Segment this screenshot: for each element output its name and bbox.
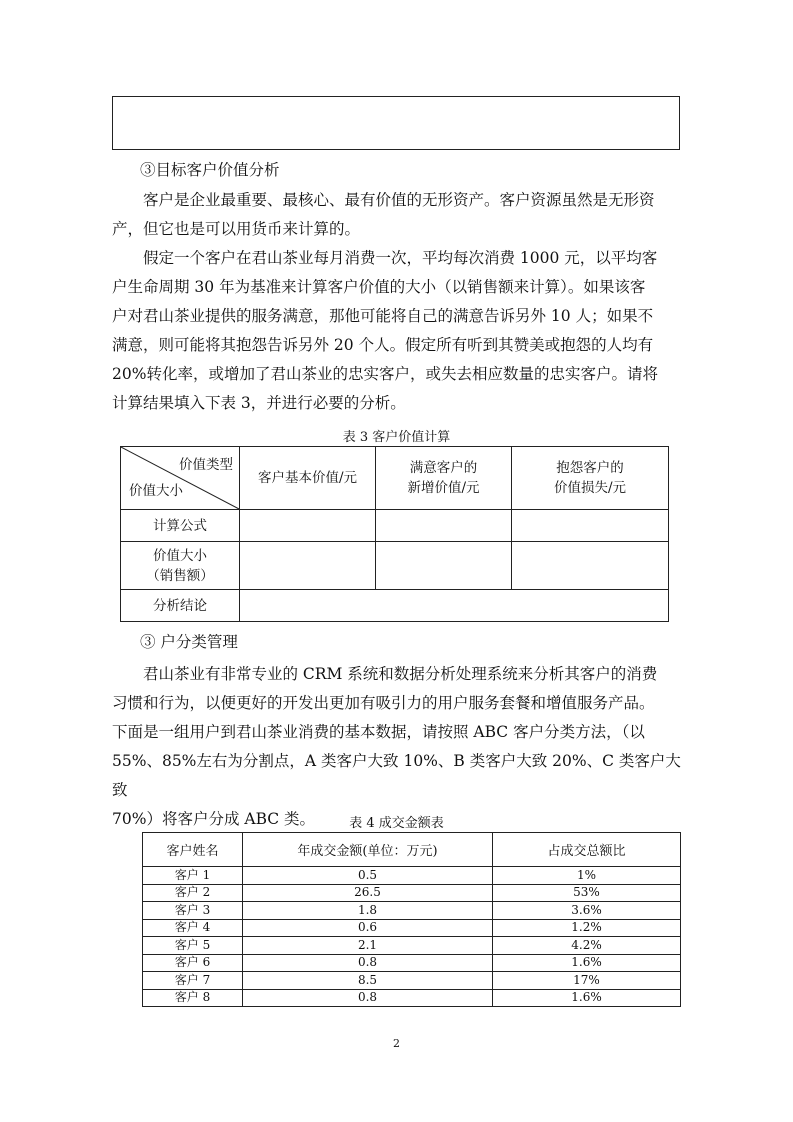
empty-cell [376, 542, 512, 590]
row-label-value-size [121, 542, 240, 590]
section-heading-classification: ③ 户分类管理 [140, 633, 238, 651]
empty-cell [512, 542, 669, 590]
customer-value-table [120, 446, 669, 622]
transaction-amount-table [142, 832, 681, 1007]
share-percent: 17% [493, 972, 681, 990]
text-line: 户对君山茶业提供的服务满意，那他可能将自己的满意告诉另外 10 人；如果不 [112, 307, 654, 325]
annual-amount: 0.8 [243, 954, 493, 972]
diag-header-top: 价值类型 [179, 457, 233, 473]
text-line: 习惯和行为，以便更好的开发出更加有吸引力的用户服务套餐和增值服务产品。 [112, 694, 655, 712]
header-satisfied-value [376, 447, 512, 510]
header-share: 占成交总额比 [493, 833, 681, 867]
customer-name: 客户 8 [143, 989, 243, 1007]
annual-amount: 8.5 [243, 972, 493, 990]
share-percent: 4.2% [493, 937, 681, 955]
customer-name: 客户 7 [143, 972, 243, 990]
annual-amount: 2.1 [243, 937, 493, 955]
header-line: 抱怨客户的 [556, 460, 624, 476]
header-annual-amount: 年成交金额(单位：万元) [243, 833, 493, 867]
share-percent: 1.6% [493, 954, 681, 972]
row-label-conclusion: 分析结论 [121, 590, 240, 622]
table-row [143, 884, 681, 902]
text-line: 君山茶业有非常专业的 CRM 系统和数据分析处理系统来分析其客户的消费 [143, 665, 658, 683]
text-line: 55%、85%左右为分割点，A 类客户大致 10%、B 类客户大致 20%、C 类客户大致 [112, 752, 681, 799]
table-row [143, 867, 681, 885]
page-number: 2 [393, 1037, 400, 1050]
empty-cell [376, 510, 512, 542]
paragraph-value-assumption [112, 244, 682, 418]
header-basic-value: 客户基本价值/元 [240, 447, 376, 510]
annual-amount: 0.5 [243, 867, 493, 885]
paragraph-customer-assets [112, 186, 682, 244]
text-line: 假定一个客户在君山茶业每月消费一次，平均每次消费 1000 元，以平均客 [143, 249, 658, 267]
annual-amount: 1.8 [243, 902, 493, 920]
empty-answer-box [112, 96, 680, 150]
text-line: 计算结果填入下表 3，并进行必要的分析。 [112, 394, 406, 412]
customer-name: 客户 4 [143, 919, 243, 937]
empty-cell [512, 510, 669, 542]
paragraph-abc-classification [112, 660, 682, 834]
text-line: 户生命周期 30 年为基准来计算客户价值的大小（以销售额来计算）。如果该客 [112, 278, 646, 296]
diag-header-bottom: 价值大小 [129, 483, 183, 499]
share-percent: 1.6% [493, 989, 681, 1007]
header-line: 价值损失/元 [553, 480, 627, 496]
table-row [143, 972, 681, 990]
empty-cell [240, 542, 376, 590]
table-row [143, 989, 681, 1007]
customer-name: 客户 3 [143, 902, 243, 920]
header-complaint-loss [512, 447, 669, 510]
empty-cell [240, 590, 669, 622]
section-heading-value-analysis: ③目标客户价值分析 [140, 161, 280, 179]
annual-amount: 0.8 [243, 989, 493, 1007]
share-percent: 1.2% [493, 919, 681, 937]
header-line: 满意客户的 [409, 460, 478, 476]
row-label-line: 价值大小 [153, 547, 207, 564]
table-row [143, 937, 681, 955]
customer-name: 客户 1 [143, 867, 243, 885]
text-line: 产，但它也是可以用货币来计算的。 [112, 220, 361, 238]
customer-name: 客户 6 [143, 954, 243, 972]
text-line: 70%）将客户分成 ABC 类。 [112, 810, 316, 828]
table-row [143, 954, 681, 972]
table-row [143, 902, 681, 920]
table3-caption: 表 3 客户价值计算 [342, 430, 451, 445]
customer-name: 客户 2 [143, 884, 243, 902]
share-percent: 3.6% [493, 902, 681, 920]
annual-amount: 26.5 [243, 884, 493, 902]
text-line: 下面是一组用户到君山茶业消费的基本数据，请按照 ABC 客户分类方法，（以 [112, 723, 645, 741]
row-label-formula: 计算公式 [121, 510, 240, 542]
table-row [143, 919, 681, 937]
text-line: 20%转化率，或增加了君山茶业的忠实客户，或失去相应数量的忠实客户。请将 [112, 365, 658, 383]
empty-cell [240, 510, 376, 542]
share-percent: 1% [493, 867, 681, 885]
annual-amount: 0.6 [243, 919, 493, 937]
header-customer-name: 客户姓名 [143, 833, 243, 867]
customer-name: 客户 5 [143, 937, 243, 955]
share-percent: 53% [493, 884, 681, 902]
table4-caption: 表 4 成交金额表 [349, 816, 444, 831]
header-line: 新增价值/元 [407, 480, 480, 496]
row-label-line: （销售额） [146, 567, 214, 584]
text-line: 满意，则可能将其抱怨告诉另外 20 个人。假定所有听到其赞美或抱怨的人均有 [112, 336, 654, 354]
text-line: 客户是企业最重要、最核心、最有价值的无形资产。客户资源虽然是无形资 [143, 191, 655, 209]
diagonal-header-cell [121, 447, 240, 510]
